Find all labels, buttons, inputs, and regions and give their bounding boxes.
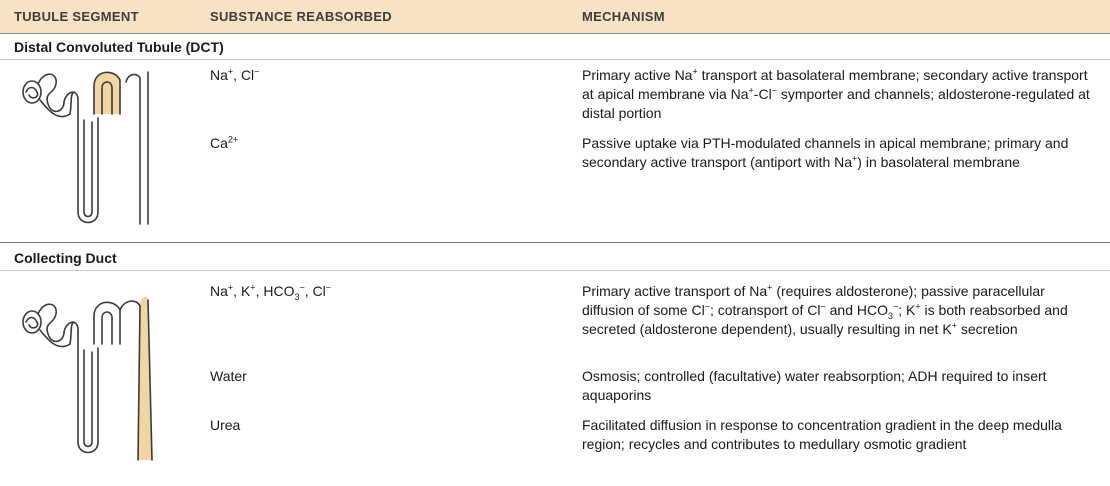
divider (0, 270, 1110, 271)
header-tubule-segment: TUBULE SEGMENT (14, 9, 139, 24)
header-substance-reabsorbed: SUBSTANCE REABSORBED (210, 9, 392, 24)
mechanism-cd-water: Osmosis; controlled (facultative) water reabsorption; ADH required to insert aquaporins (582, 368, 1047, 403)
mechanism-dct-ca: Passive uptake via PTH-modulated channels in apical membrane; primary and secondary active transport (antiport with Na+) in basolateral membrane (582, 135, 1069, 170)
table-header (0, 0, 1110, 34)
section-divider (0, 242, 1110, 243)
substance-urea: Urea (210, 417, 241, 433)
header-mechanism: MECHANISM (582, 9, 665, 24)
mechanism-cd-ions: Primary active transport of Na+ (requires aldosterone); passive paracellular diffusion of some Cl−; cotransport of Cl− and $HCO_3^-$; K+ is both reabsorbed and secreted (aldosterone dependent), usually resulting in net K+ secretion (582, 282, 1068, 337)
divider (0, 59, 1110, 60)
section-title-dct: Distal Convoluted Tubule (DCT) (14, 39, 224, 55)
mechanism-cd-urea: Facilitated diffusion in response to concentration gradient in the deep medulla region; recycles and contributes to medullary osmotic gradient (582, 417, 1062, 452)
substance-na-k-hco3-cl: Na+, K+, $HCO_3^-$, Cl− (210, 282, 331, 302)
nephron-dct-icon (14, 64, 164, 232)
nephron-collecting-duct-icon (14, 292, 164, 464)
substance-water: Water (210, 368, 247, 384)
section-title-collecting-duct: Collecting Duct (14, 250, 117, 266)
mechanism-dct-na-cl: Primary active Na+ transport at basolateral membrane; secondary active transport at apical membrane via Na+-Cl− symporter and channels; aldosterone-regulated at distal portion (582, 66, 1090, 121)
substance-na-cl: Na+, Cl− (210, 66, 260, 83)
substance-ca: $Ca^{2+}$ (210, 134, 239, 151)
